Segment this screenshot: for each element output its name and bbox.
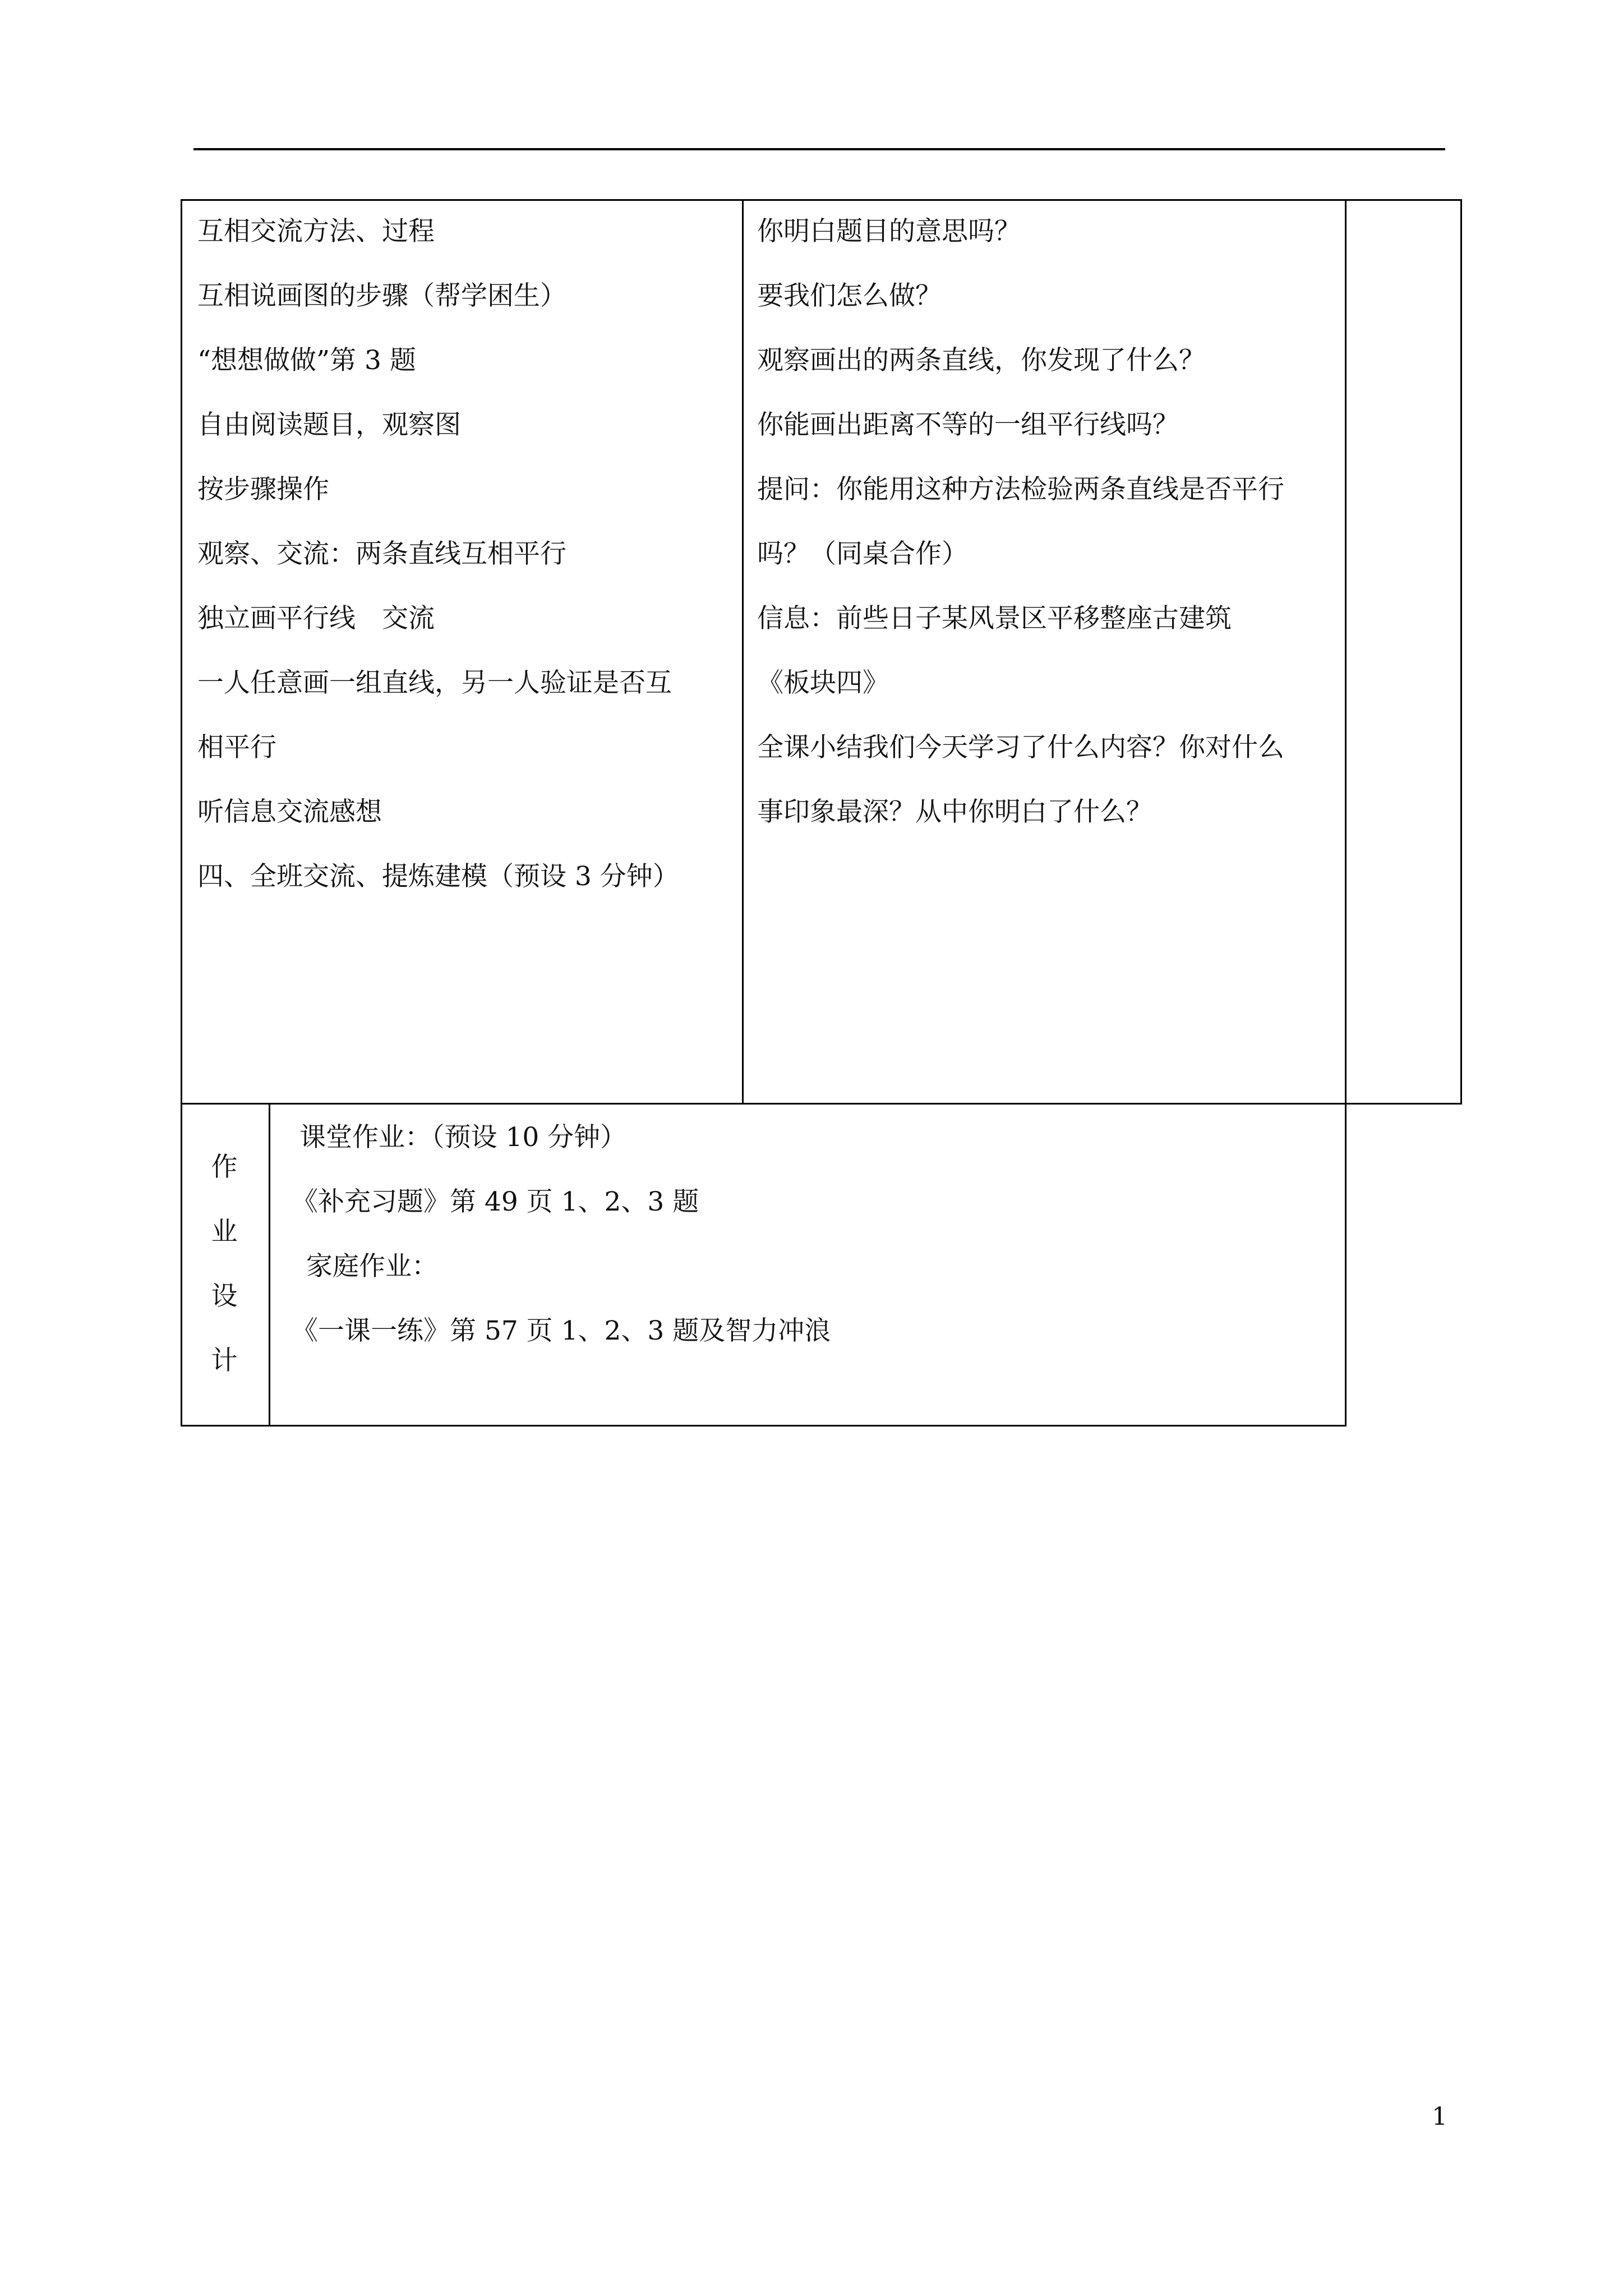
header-rule [193, 148, 1445, 150]
text-line: 信息：前些日子某风景区平移整座古建筑 [757, 603, 1232, 634]
column-divider-1 [742, 199, 744, 1104]
homework-design-label [202, 1135, 247, 1393]
text-line: “想想做做”第 3 题 [197, 345, 416, 376]
text-line: 听信息交流感想 [197, 797, 382, 827]
text-line: 独立画平行线 交流 [197, 603, 435, 634]
text-line: 相平行 [197, 732, 276, 763]
classwork-heading: 课堂作业：（预设 10 分钟） [299, 1122, 627, 1153]
teacher-activities-cell [757, 199, 1284, 844]
text-line: 互相说画图的步骤（帮学困生） [197, 280, 566, 311]
homework-heading: 家庭作业： [306, 1251, 438, 1282]
text-line: 互相交流方法、过程 [197, 216, 435, 247]
text-line: 事印象最深？从中你明白了什么？ [757, 797, 1152, 827]
text-line: 你明白题目的意思吗？ [757, 216, 1021, 247]
text-line: 提问：你能用这种方法检验两条直线是否平行 [757, 474, 1284, 505]
column-divider-2 [1345, 199, 1347, 1427]
table-left-border [181, 199, 182, 1427]
text-line: 观察画出的两条直线，你发现了什么？ [757, 345, 1205, 376]
label-char: 作 [211, 1152, 238, 1182]
text-line: 四、全班交流、提炼建模（预设 3 分钟） [197, 861, 679, 892]
text-line: 全课小结我们今天学习了什么内容？你对什么 [757, 732, 1284, 763]
label-char: 业 [211, 1216, 238, 1247]
text-line: 《板块四》 [757, 668, 889, 698]
homework-row-bottom-border [181, 1425, 1347, 1427]
homework-label-divider [269, 1103, 270, 1427]
text-line: 吗？（同桌合作） [757, 539, 968, 569]
text-line: 按步骤操作 [197, 474, 329, 505]
text-line: 你能画出距离不等的一组平行线吗？ [757, 409, 1179, 440]
homework-content-cell [292, 1105, 831, 1363]
table-right-border [1460, 199, 1462, 1104]
label-char: 设 [211, 1281, 238, 1312]
student-activities-cell [197, 199, 679, 909]
upper-row-bottom-border [181, 1103, 1462, 1105]
classwork-item: 《补充习题》第 49 页 1、2、3 题 [292, 1186, 699, 1217]
page-number: 1 [1432, 2102, 1447, 2131]
text-line: 自由阅读题目，观察图 [197, 409, 461, 440]
homework-item: 《一课一练》第 57 页 1、2、3 题及智力冲浪 [292, 1315, 831, 1346]
label-char: 计 [211, 1345, 238, 1376]
text-line: 观察、交流：两条直线互相平行 [197, 539, 566, 569]
text-line: 要我们怎么做？ [757, 280, 942, 311]
text-line: 一人任意画一组直线，另一人验证是否互 [197, 668, 672, 698]
